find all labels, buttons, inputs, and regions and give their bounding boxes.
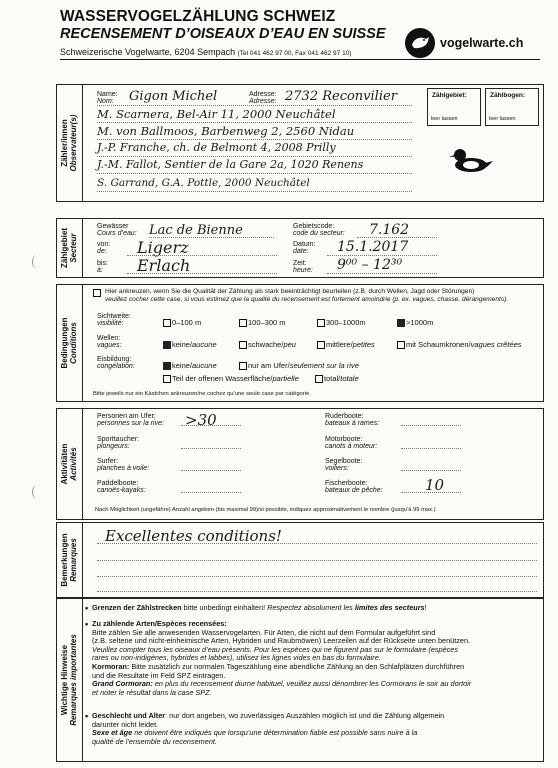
bis-value: Erlach: [137, 256, 191, 275]
hint-species: • Zu zählende Arten/Espèces recensées: Bitte zählen Sie alle anwesenden Wasservogelarten. Für Arten, die nicht auf dem Formular aufgeführt sind (z.B. seltene und nicht-einheimische Arten, Hybriden und Raubmöwen) Leerzeilen auf der Rückseite unten benützen. Veuillez compter tous les oiseaux d’eau présents. Pour les espèces qui ne figurent pas sur le formulaire (espèces rares ou non-indigènes, hybrides et labbes), utilisez les lignes vides en bas du formulaire. Kormoran: Bitte zusätzlich zur normalen Tageszählung eine abendliche Zählung an den Schlafplätzen durchführen und die Resultate im Feld SPZ eintragen. Grand Cormoran: en plus du recensement diurne habituel, veuillez aussi dénombrer les Cormorans le soir au dortoir et noter le résultat dans la case SPZ.: [85, 619, 472, 697]
ice-total[interactable]: total/totale: [315, 374, 359, 383]
fishing-value: 10: [425, 476, 445, 494]
counters-side-label: Zähler/innen Observateur(s): [57, 85, 83, 201]
zaehlgebiet-box[interactable]: Zählgebiet: leer lassen: [427, 88, 481, 126]
punch-hole-bottom: [32, 485, 42, 499]
address-label: Adresse: Adresse:: [249, 91, 277, 106]
surfers-label: Surfer: planches à voile:: [97, 458, 150, 473]
counter-line-6: S. Garrand, G.A. Pottle, 2000 Neuchâtel: [97, 177, 310, 189]
waves-label: Wellen: vagues:: [97, 335, 122, 350]
counter-line-5: J.-M. Fallot, Sentier de la Gare 2a, 1020 Renens: [97, 158, 364, 171]
visibility-0-100[interactable]: 0–100 m: [163, 318, 201, 327]
hint-boundaries: • Grenzen der Zählstrecken bitte unbedingt einhalten! Respectez absolument les limites des secteurs!: [85, 603, 427, 613]
duck-illustration-icon: [449, 145, 499, 177]
shore-people-value: >30: [185, 411, 217, 429]
activities-section: [56, 408, 544, 520]
counter-name: Gigon Michel: [129, 89, 218, 104]
name-label: Name: Nom:: [97, 91, 118, 106]
title-french: RECENSEMENT D’OISEAUX D’EAU EN SUISSE: [60, 26, 386, 42]
zaehlbogen-box[interactable]: Zählbogen: leer lassen: [485, 88, 539, 126]
visibility-100-300[interactable]: 100–300 m: [239, 318, 286, 327]
area-section: [56, 218, 544, 278]
gebietscode-label: Gebietscode: code du secteur:: [293, 223, 345, 238]
counter-line-2: M. Scarnera, Bel-Air 11, 2000 Neuchâtel: [97, 107, 336, 121]
rowing-label: Ruderboote: bateaux à rames:: [325, 413, 380, 428]
title-german: WASSERVOGELZÄHLUNG SCHWEIZ: [60, 8, 336, 25]
quality-impaired-checkbox[interactable]: [93, 289, 102, 297]
motorboat-label: Motorboote: canots à moteur:: [325, 436, 378, 451]
vogelwarte-logo-icon: [405, 28, 435, 58]
visibility-over-1000[interactable]: >1000m: [397, 318, 433, 327]
counter-line-4: J.-P. Franche, ch. de Belmont 4, 2008 Prilly: [97, 141, 336, 154]
waves-medium[interactable]: mittlere/petites: [317, 340, 375, 349]
hint-sex-age: • Geschlecht und Alter: nur dort angeben, wo zuverlässiges Auszählen möglich ist und die Zählung allgemein darunter nicht leidet. Sexe et âge ne doivent être indiqués que lorsqu’une détermination fiable est possible sans nuire à la qualité de l’ensemble du recensement.: [85, 711, 445, 746]
waves-none[interactable]: keine/aucune: [163, 340, 217, 349]
von-value: Ligerz: [137, 238, 189, 257]
visibility-label: Sichtweite: visibilité:: [97, 313, 131, 328]
counter-address: 2732 Reconvilier: [285, 89, 397, 104]
waves-whitecaps[interactable]: mit Schaumkronen/vagues crêtées: [397, 340, 522, 349]
datum-label: Datum: date:: [293, 241, 316, 256]
gebietscode-value: 7.162: [369, 222, 410, 238]
sailboat-label: Segelboote: voiliers:: [325, 458, 363, 473]
shore-people-label: Personen am Ufer: personnes sur la rive:: [97, 413, 164, 428]
punch-hole-top: [32, 255, 42, 269]
divers-label: Sporttaucher: plongeurs:: [97, 436, 140, 451]
bis-label: bis: à:: [97, 260, 108, 275]
hints-side-label: Wichtige Hinweise Remarques importantes: [57, 599, 83, 761]
ice-none[interactable]: keine/aucune: [163, 361, 217, 370]
gewaesser-value: Lac de Bienne: [149, 223, 243, 238]
gewaesser-label: Gewässer Cours d’eau:: [97, 223, 137, 238]
conditions-side-label: Bedingungen Conditions: [57, 285, 83, 401]
datum-value: 15.1.2017: [337, 239, 409, 255]
ice-shore-only[interactable]: nur am Ufer/seulement sur la rive: [239, 361, 359, 370]
zeit-label: Zeit: heure:: [293, 260, 313, 275]
conditions-footnote: Bitte jeweils nur ein Kästchen ankreuzen/ne cochez qu’une seule case par catégorie.: [93, 391, 311, 397]
counters-section: [56, 84, 544, 202]
area-side-label: Zählgebiet Secteur: [57, 219, 83, 277]
remarks-side-label: Bemerkungen Remarques: [57, 523, 83, 597]
activities-footnote: Nach Möglichkeit (ungefähre) Anzahl angeben (bis maximal 99)/si possible, indiquez approximativement le nombre (jusqu’à 99 max.): [95, 507, 436, 513]
activities-side-label: Aktivitäten Activités: [57, 409, 83, 519]
logo-wordmark: vogelwarte.ch: [440, 36, 524, 50]
organisation-line: [60, 47, 351, 57]
header-rule: [60, 59, 540, 60]
remarks-section: [56, 522, 544, 598]
organisation-name: Schweizerische Vogelwarte, 6204 Sempach: [60, 47, 236, 57]
ice-label: Eisbildung: congélation:: [97, 356, 135, 371]
conditions-section: [56, 284, 544, 402]
fishing-label: Fischerboote: bateaux de pêche:: [325, 480, 383, 495]
counter-line-3: M. von Ballmoos, Barbenweg 2, 2560 Nidau: [97, 124, 355, 138]
remarks-text: Excellentes conditions!: [105, 527, 282, 545]
quality-intro: Hier ankreuzen, wenn Sie die Qualität der Zählung als stark beeinträchtigt beurteilen (z.B. durch Wellen, Jagd oder Störungen) veuillez cocher cette case, si vous estimez que la qualité du recensement est fortement amoindrie (p. ex. vagues, chasse, dérangements).: [105, 288, 509, 304]
waves-weak[interactable]: schwache/peu: [239, 340, 296, 349]
zeit-value: 9⁰⁰ – 12³⁰: [337, 257, 403, 273]
organisation-phone: (Tel 041 462 97 00, Fax 041 462 97 10): [237, 50, 352, 57]
von-label: von: de:: [97, 241, 111, 256]
paddle-label: Paddelboote: canoës-kayaks:: [97, 480, 146, 495]
ice-partial[interactable]: Teil der offenen Wasserfläche/partielle: [163, 374, 299, 383]
visibility-300-1000[interactable]: 300–1000m: [317, 318, 366, 327]
